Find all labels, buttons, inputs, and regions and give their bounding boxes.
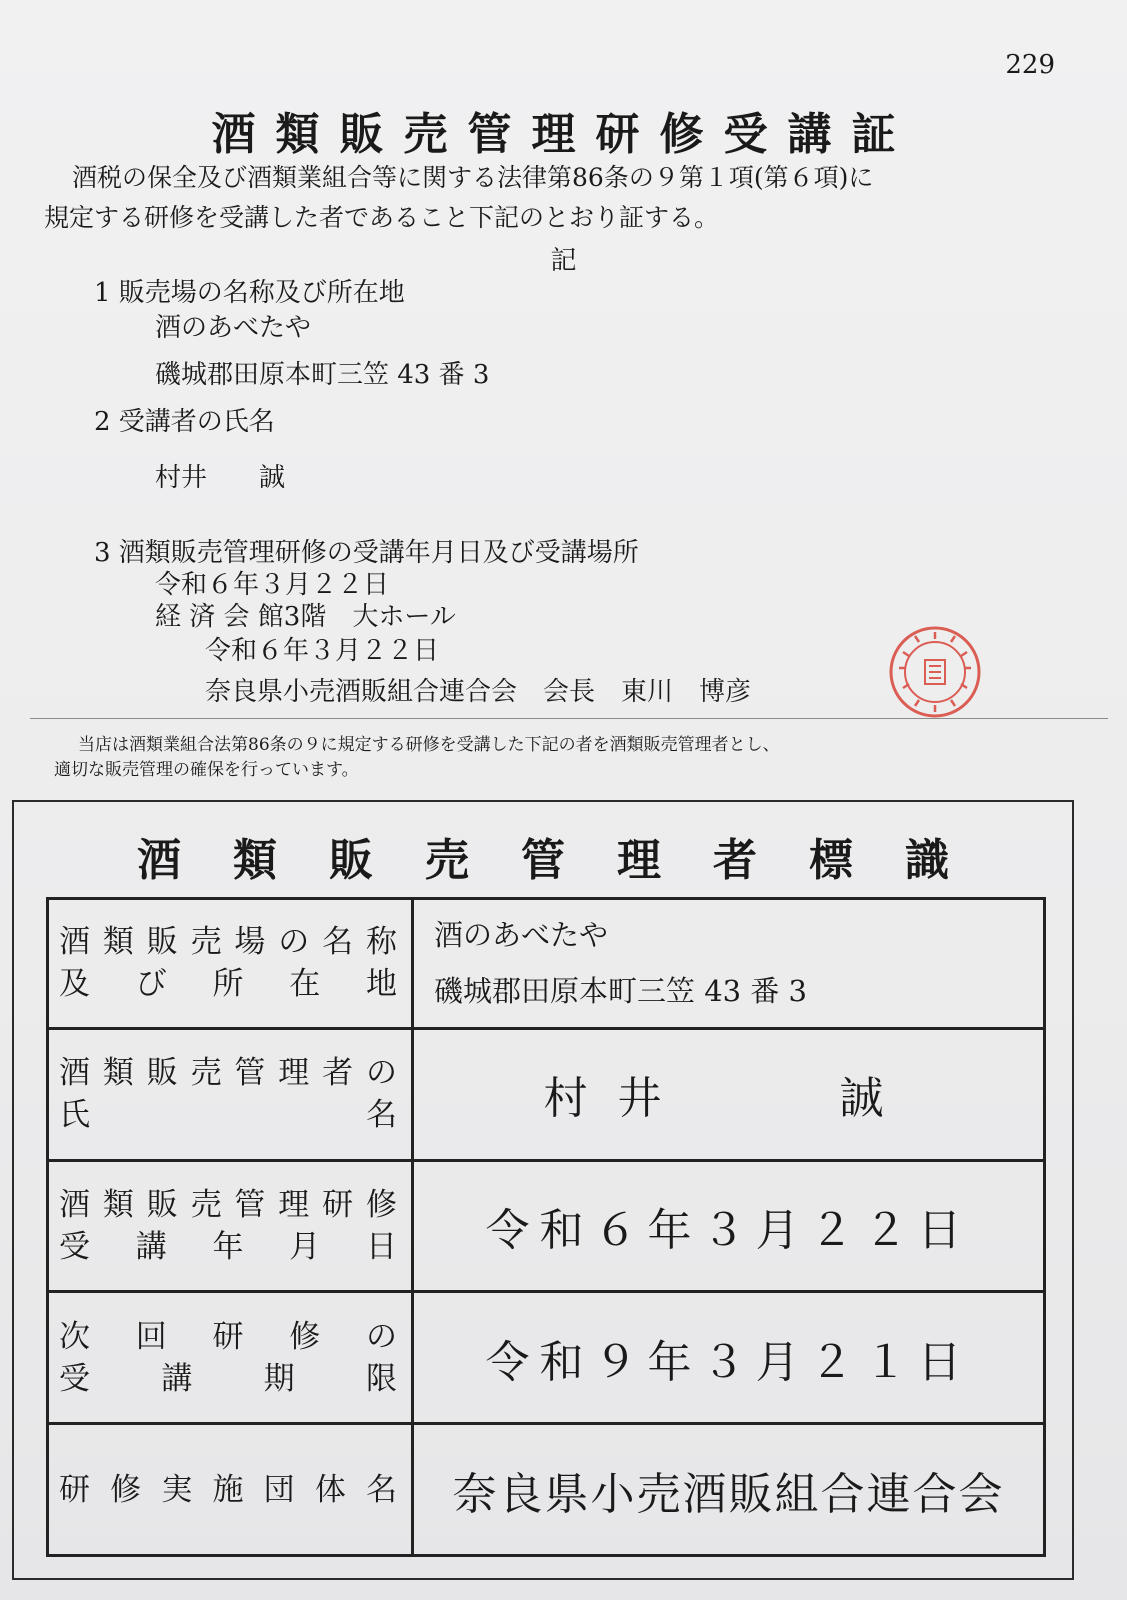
row-label-line: 氏名: [59, 1097, 401, 1134]
item1-address: 磯城郡田原本町三笠 43 番 3: [155, 360, 490, 390]
table-row: [48, 1424, 1045, 1556]
manager-sign-board: [12, 800, 1074, 1580]
row-label-line: 酒類販売管理研修: [59, 1186, 401, 1223]
item2-trainee-name: 村井 誠: [155, 463, 286, 493]
sign-title: 酒類販売管理者標識: [137, 835, 1001, 886]
row-label-line: 酒類販売管理者の: [59, 1055, 401, 1092]
training-date: 令和６年３月２２日: [413, 1160, 1045, 1292]
row-label: [48, 1292, 413, 1424]
divider-line: [30, 718, 1108, 719]
row-label: [48, 1424, 413, 1556]
item3-date: 令和６年３月２２日: [155, 570, 390, 600]
row-label: [48, 1028, 413, 1160]
row-value: [413, 899, 1045, 1029]
certificate-intro: [44, 158, 1094, 238]
notice-line-1: 当店は酒類業組合法第86条の９に規定する研修を受講した下記の者を酒類販売管理者とし、: [78, 735, 780, 755]
item3-heading: 3 酒類販売管理研修の受講年月日及び受講場所: [94, 538, 639, 568]
table-row: [48, 1028, 1045, 1160]
row-label-line: 及び所在地: [59, 966, 401, 1003]
page-number: 229: [1005, 50, 1055, 80]
notice-text: [54, 733, 1084, 783]
row-label-line: 次回研修の: [59, 1318, 401, 1355]
row-label-line: 研修実施団体名: [59, 1471, 401, 1508]
row-label: [48, 1160, 413, 1292]
next-training-deadline: 令和９年３月２１日: [413, 1292, 1045, 1424]
row-label: [48, 899, 413, 1029]
store-address: 磯城郡田原本町三笠 43 番 3: [434, 974, 808, 1009]
official-seal-stamp: [885, 622, 985, 722]
manager-name: 村井 誠: [413, 1028, 1045, 1160]
item3-place: 経 済 会 館3階 大ホール: [155, 602, 456, 632]
intro-line-2: 規定する研修を受講した者であること下記のとおり証する。: [44, 203, 720, 232]
item1-store-name: 酒のあべたや: [155, 313, 312, 343]
notice-line-2: 適切な販売管理の確保を行っています。: [54, 760, 359, 780]
row-label-line: 受講期限: [59, 1360, 401, 1397]
ki-heading: 記: [550, 246, 577, 276]
table-row: [48, 1292, 1045, 1424]
sign-table: [46, 897, 1046, 1557]
table-row: [48, 899, 1045, 1029]
issuer-name: 奈良県小売酒販組合連合会 会長 東川 博彦: [205, 677, 752, 707]
row-label-line: 酒類販売場の名称: [59, 924, 401, 961]
intro-line-1: 酒税の保全及び酒類業組合等に関する法律第86条の９第１項(第６項)に: [72, 163, 874, 192]
row-label-line: 受講年月日: [59, 1228, 401, 1265]
table-row: [48, 1160, 1045, 1292]
store-name: 酒のあべたや: [434, 918, 609, 953]
item2-heading: 2 受講者の氏名: [94, 407, 275, 437]
item1-heading: 1 販売場の名称及び所在地: [94, 278, 405, 308]
certificate-title: 酒類販売管理研修受講証: [211, 109, 916, 160]
issue-date: 令和６年３月２２日: [205, 636, 440, 666]
training-organization: 奈良県小売酒販組合連合会: [413, 1424, 1045, 1556]
